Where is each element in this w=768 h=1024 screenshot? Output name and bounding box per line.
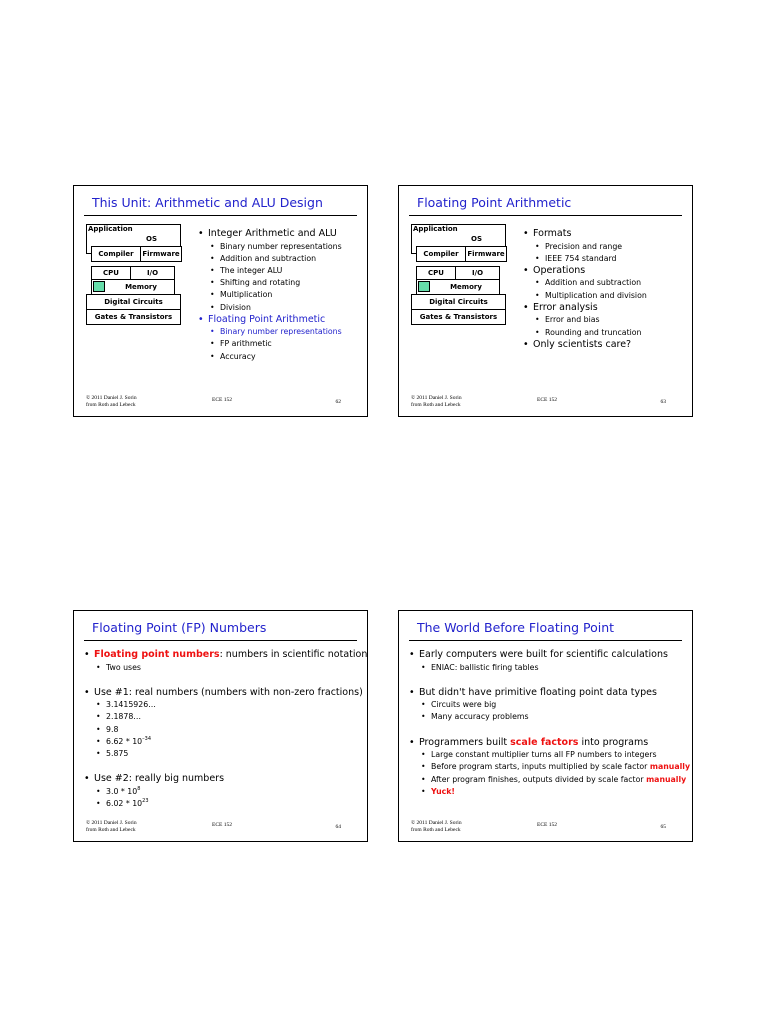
slide-62 <box>73 185 368 417</box>
copyright-source: from Roth and Lebeck <box>86 827 136 833</box>
firmware-label: Firmware <box>142 250 180 258</box>
slide-63 <box>398 185 693 417</box>
bullet: • Formats <box>523 228 647 241</box>
sub-bullet: • IEEE 754 standard <box>523 253 647 265</box>
firmware-label: Firmware <box>467 250 505 258</box>
digital-circuits-box <box>411 294 506 310</box>
sub-bullet: • Addition and subtraction <box>198 253 342 265</box>
sub-bullet: • Shifting and rotating <box>198 277 342 289</box>
cpu-label: CPU <box>428 269 444 277</box>
memory-label: Memory <box>125 283 157 291</box>
course-label: ECE 152 <box>537 822 558 828</box>
bullet-text: : numbers in scientific notation <box>219 649 368 660</box>
slide-title: Floating Point Arithmetic <box>417 195 572 210</box>
highlight-term: scale factors <box>510 736 579 748</box>
application-label: Application <box>88 225 133 233</box>
slide-64 <box>73 610 368 842</box>
digital-circuits-label: Digital Circuits <box>429 298 488 306</box>
memory-label: Memory <box>450 283 482 291</box>
bullet-list <box>84 649 367 810</box>
io-box <box>455 266 500 280</box>
sub-bullet: • Large constant multiplier turns all FP numbers to integers <box>409 749 690 761</box>
number-base: 6.02 * 10 <box>106 798 143 808</box>
copyright <box>86 395 137 409</box>
io-label: I/O <box>146 269 159 277</box>
title-divider <box>409 640 682 641</box>
firmware-box <box>465 246 507 262</box>
copyright-line: © 2011 Daniel J. Sorin <box>411 395 462 401</box>
page-number: 64 <box>335 824 341 830</box>
page-number: 65 <box>660 824 666 830</box>
sub-bullet: • Precision and range <box>523 241 647 253</box>
bullet-text: Before program starts, inputs multiplied by scale factor <box>431 762 650 772</box>
sub-bullet <box>409 774 690 786</box>
page-number: 62 <box>335 399 341 405</box>
bullet <box>409 737 690 750</box>
compiler-box <box>416 246 466 262</box>
gates-transistors-box <box>411 309 506 325</box>
system-stack-diagram <box>86 224 191 329</box>
sub-bullet: • FP arithmetic <box>198 338 342 350</box>
application-label: Application <box>413 225 458 233</box>
title-divider <box>84 640 357 641</box>
os-label: OS <box>146 235 157 243</box>
sub-bullet: • 3.1415926… <box>84 699 367 711</box>
highlight-term: manually <box>646 774 687 784</box>
compiler-label: Compiler <box>423 250 459 258</box>
sub-bullet <box>409 761 690 773</box>
sub-bullet: • 5.875 <box>84 748 367 760</box>
number-base: 3.0 * 10 <box>106 786 138 796</box>
bullet: • Error analysis <box>523 302 647 315</box>
sub-bullet: • Division <box>198 302 342 314</box>
firmware-box <box>140 246 182 262</box>
spacer <box>409 674 690 687</box>
gates-transistors-label: Gates & Transistors <box>419 313 498 321</box>
page-number: 63 <box>660 399 666 405</box>
copyright <box>86 820 137 834</box>
slide-65 <box>398 610 693 842</box>
sub-bullet: • Multiplication and division <box>523 290 647 302</box>
copyright <box>411 820 462 834</box>
os-label: OS <box>471 235 482 243</box>
bullet: • Early computers were built for scientific calculations <box>409 649 690 662</box>
bullet-text: After program finishes, outputs divided by scale factor <box>431 774 647 784</box>
bullet-list <box>523 228 647 351</box>
sub-bullet: • Multiplication <box>198 289 342 301</box>
highlight-term: Floating point numbers <box>94 649 220 660</box>
title-divider <box>84 215 357 216</box>
compiler-label: Compiler <box>98 250 134 258</box>
course-label: ECE 152 <box>212 397 233 403</box>
bullet-list <box>198 228 342 363</box>
course-label: ECE 152 <box>537 397 558 403</box>
sub-bullet: • Circuits were big <box>409 699 690 711</box>
course-label: ECE 152 <box>212 822 233 828</box>
slide-title: This Unit: Arithmetic and ALU Design <box>92 195 323 210</box>
cpu-label: CPU <box>103 269 119 277</box>
sub-bullet: • Binary number representations <box>198 326 342 338</box>
sub-bullet: • 2.1878… <box>84 711 367 723</box>
os-layer <box>104 232 199 246</box>
digital-circuits-label: Digital Circuits <box>104 298 163 306</box>
sub-bullet: • ENIAC: ballistic firing tables <box>409 662 690 674</box>
bullet <box>84 649 367 662</box>
sub-bullet <box>409 786 690 798</box>
copyright-line: © 2011 Daniel J. Sorin <box>411 820 462 826</box>
bullet-list <box>409 649 690 798</box>
cpu-chip-icon <box>93 281 105 292</box>
copyright-line: © 2011 Daniel J. Sorin <box>86 820 137 826</box>
bullet: • But didn't have primitive floating point data types <box>409 687 690 700</box>
sub-bullet <box>84 736 367 748</box>
sub-bullet: • The integer ALU <box>198 265 342 277</box>
sub-bullet: • Accuracy <box>198 351 342 363</box>
bullet: • Operations <box>523 265 647 278</box>
spacer <box>84 760 367 773</box>
highlight-term: manually <box>649 762 691 772</box>
sub-bullet <box>84 798 367 810</box>
sub-bullet: • Rounding and truncation <box>523 327 647 339</box>
copyright-source: from Roth and Lebeck <box>86 402 136 408</box>
bullet: • Integer Arithmetic and ALU <box>198 228 342 241</box>
bullet: • Use #2: really big numbers <box>84 773 367 786</box>
number-base: 6.62 * 10 <box>106 736 143 746</box>
exponent: 23 <box>142 797 149 804</box>
sub-bullet: • Addition and subtraction <box>523 277 647 289</box>
title-divider <box>409 215 682 216</box>
exponent: 8 <box>137 785 141 792</box>
sub-bullet <box>84 786 367 798</box>
sub-bullet: • Binary number representations <box>198 241 342 253</box>
copyright-source: from Roth and Lebeck <box>411 827 461 833</box>
bullet-text: into programs <box>578 736 649 748</box>
cpu-box <box>91 266 131 280</box>
os-layer <box>429 232 524 246</box>
bullet-text: Programmers built <box>419 736 511 748</box>
spacer <box>409 724 690 737</box>
cpu-box <box>416 266 456 280</box>
sub-bullet: • Error and bias <box>523 314 647 326</box>
slide-title: Floating Point (FP) Numbers <box>92 620 267 635</box>
digital-circuits-box <box>86 294 181 310</box>
highlight-term: Yuck! <box>431 786 455 796</box>
sub-bullet: • 9.8 <box>84 724 367 736</box>
slide-title: The World Before Floating Point <box>417 620 615 635</box>
copyright-line: © 2011 Daniel J. Sorin <box>86 395 137 401</box>
bullet: • Use #1: real numbers (numbers with non-zero fractions) <box>84 687 367 700</box>
cpu-chip-icon <box>418 281 430 292</box>
exponent: –34 <box>142 735 152 742</box>
gates-transistors-box <box>86 309 181 325</box>
bullet: • Only scientists care? <box>523 339 647 352</box>
bullet: • Floating Point Arithmetic <box>198 314 342 327</box>
copyright <box>411 395 462 409</box>
system-stack-diagram <box>411 224 516 329</box>
gates-transistors-label: Gates & Transistors <box>94 313 173 321</box>
compiler-box <box>91 246 141 262</box>
sub-bullet: • Two uses <box>84 662 367 674</box>
sub-bullet: • Many accuracy problems <box>409 711 690 723</box>
spacer <box>84 674 367 687</box>
copyright-source: from Roth and Lebeck <box>411 402 461 408</box>
io-label: I/O <box>471 269 484 277</box>
io-box <box>130 266 175 280</box>
